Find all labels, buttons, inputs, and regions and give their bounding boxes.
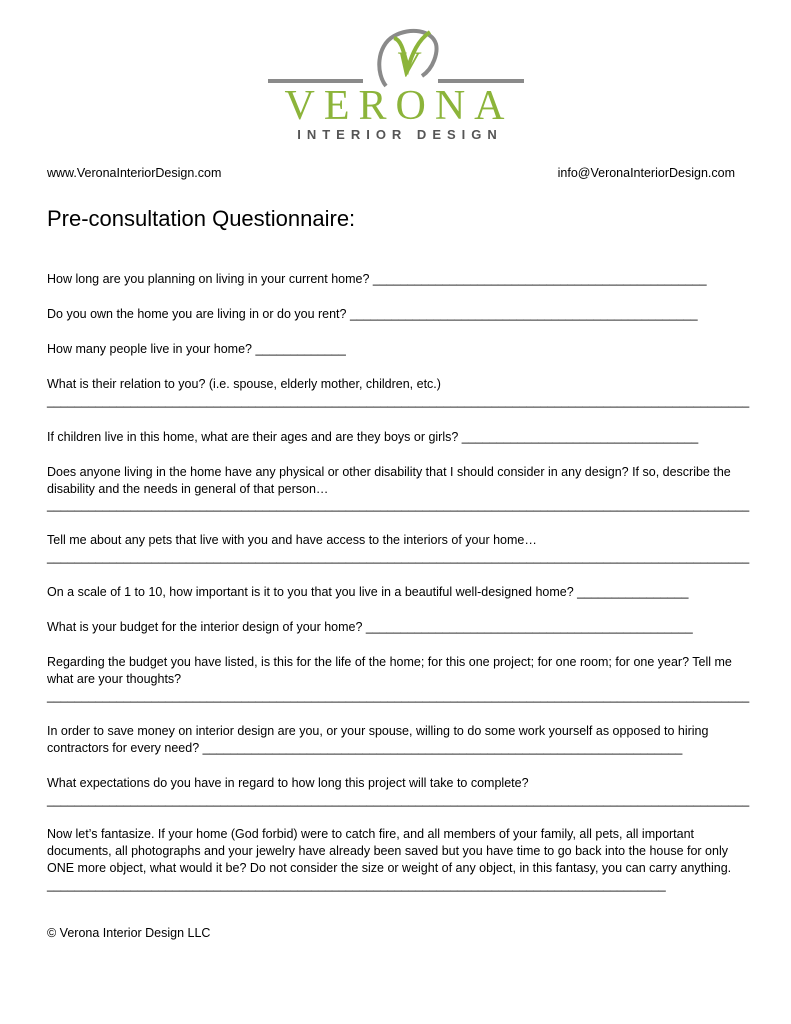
- email-link[interactable]: info@VeronaInteriorDesign.com: [557, 166, 735, 180]
- page-title: Pre-consultation Questionnaire:: [47, 206, 356, 231]
- question-importance-scale: On a scale of 1 to 10, how important is it to you that you live in a beautiful well-designed home? ________________: [47, 585, 689, 599]
- question-timeline: What expectations do you have in regard to how long this project will take to complete?: [47, 776, 529, 790]
- website-link[interactable]: www.VeronaInteriorDesign.com: [47, 166, 222, 180]
- question-budget-scope: Regarding the budget you have listed, is this for the life of the home; for this one project; for one room; for one year? Tell me what are your thoughts?: [47, 655, 732, 686]
- question-pets: Tell me about any pets that live with you and have access to the interiors of your home…: [47, 533, 537, 547]
- question-relation: What is their relation to you? (i.e. spouse, elderly mother, children, etc.): [47, 377, 441, 391]
- question-own-or-rent: Do you own the home you are living in or do you rent? __________________________________________________: [47, 307, 698, 321]
- answer-line[interactable]: _____________________________________________________________________________________________________: [47, 550, 750, 564]
- question-household-size: How many people live in your home? _____________: [47, 342, 346, 356]
- question-diy-work: In order to save money on interior design are you, or your spouse, willing to do some work yourself as opposed to hiring contractors for every need? _____________________________________________________________________: [47, 724, 709, 755]
- question-budget: What is your budget for the interior design of your home? _______________________________________________: [47, 620, 693, 634]
- logo-subtitle: INTERIOR DESIGN: [297, 127, 503, 142]
- company-logo: [268, 24, 524, 146]
- question-children: If children live in this home, what are their ages and are they boys or girls? __________________________________: [47, 430, 699, 444]
- logo-name: VERONA: [284, 83, 514, 129]
- answer-line[interactable]: _____________________________________________________________________________________________________: [47, 394, 750, 408]
- question-fantasy-object: Now let’s fantasize. If your home (God forbid) were to catch fire, and all members of your family, all pets, all important documents, all photographs and your jewelry have already been saved but you have time to go back into the house for only ONE more object, what would it be? Do not consider the size or weight of any object, in this fantasy, you can carry anything. _________________________________________________________________________________________: [47, 827, 732, 892]
- answer-line[interactable]: _____________________________________________________________________________________________________: [47, 793, 750, 807]
- question-disability: Does anyone living in the home have any physical or other disability that I should consider in any design? If so, describe the disability and the needs in general of that person…: [47, 465, 731, 496]
- copyright-footer: © Verona Interior Design LLC: [47, 926, 211, 940]
- logo-monogram: V: [396, 44, 418, 84]
- question-living-duration: How long are you planning on living in your current home? ________________________________________________: [47, 272, 707, 286]
- answer-line[interactable]: _____________________________________________________________________________________________________: [47, 689, 750, 703]
- answer-line[interactable]: _____________________________________________________________________________________________________: [47, 498, 750, 512]
